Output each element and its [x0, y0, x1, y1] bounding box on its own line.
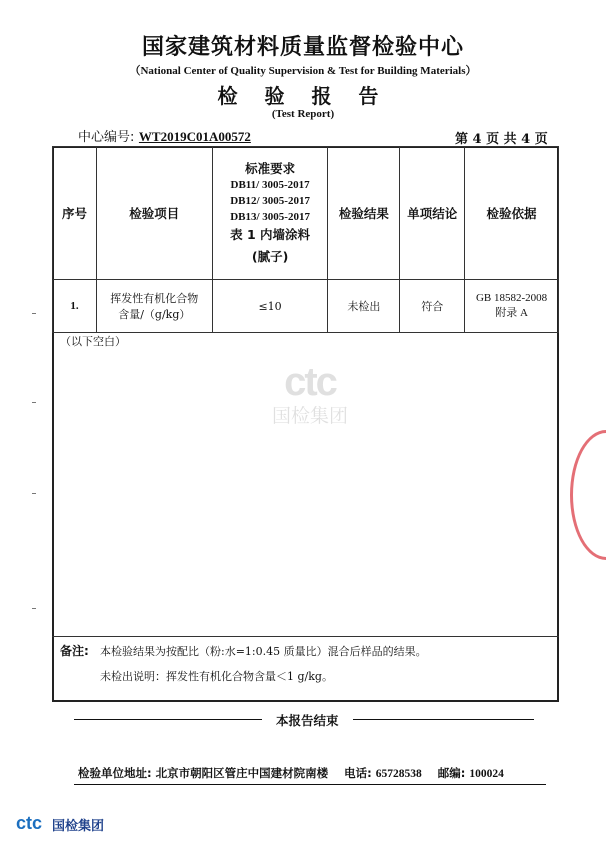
note-line-2: 未检出说明：挥发性有机化合物含量＜1 g/kg。 [100, 670, 333, 683]
row-item-line2: 含量/（g/kg） [118, 308, 191, 321]
watermark-text: 国检集团 [271, 405, 348, 427]
address-value: 北京市朝阳区管庄中国建材院南楼 [155, 766, 329, 780]
notes-divider [52, 636, 559, 637]
row-no: 1. [53, 280, 97, 333]
address-label: 检验单位地址: [78, 766, 152, 780]
watermark-logo: ctc [284, 360, 336, 404]
row-requirement: ≤10 [212, 280, 328, 333]
center-number-label: 中心编号: [78, 130, 135, 145]
header-result: 检验结果 [328, 147, 400, 280]
standard-table-ref: 表 1 内墙涂料 [230, 226, 311, 242]
table-row [53, 280, 559, 333]
standard-code-2: DB12/ 3005-2017 [230, 194, 310, 207]
phone-label: 电话: [344, 766, 372, 780]
results-table [52, 146, 559, 333]
standard-title: 标准要求 [245, 160, 296, 176]
notes-label: 备注: [60, 644, 89, 658]
report-title-cn: 检 验 报 告 [217, 84, 389, 108]
blank-below-note: （以下空白） [60, 335, 126, 348]
ctc-logo: ctc [16, 813, 43, 833]
report-end-text: 本报告结束 [262, 711, 353, 729]
row-result: 未检出 [328, 280, 400, 333]
report-title-en: (Test Report) [271, 108, 335, 120]
red-seal-stamp [570, 430, 606, 560]
postcode-value: 100024 [469, 768, 504, 780]
center-title-en: （National Center of Quality Supervision & Test for Building Materials） [129, 65, 477, 77]
binding-tick [32, 608, 36, 609]
address-underline [74, 784, 546, 785]
postcode-label: 邮编: [437, 766, 466, 780]
center-title-cn: 国家建筑材料质量监督检验中心 [141, 34, 464, 60]
header-item: 检验项目 [96, 147, 212, 280]
header-standard [212, 147, 328, 280]
standard-sub: (腻子) [251, 248, 289, 264]
row-conclusion: 符合 [400, 280, 465, 333]
address-line [78, 765, 504, 781]
binding-tick [32, 402, 36, 403]
footer-brand: 国检集团 [52, 819, 105, 834]
center-number [78, 126, 251, 145]
row-item [96, 280, 212, 333]
standard-code-1: DB11/ 3005-2017 [230, 179, 310, 192]
binding-tick [32, 493, 36, 494]
standard-code-3: DB13/ 3005-2017 [230, 210, 310, 223]
row-basis-line2: 附录 A [495, 307, 528, 319]
note-line-1: 本检验结果为按配比（粉:水=1:0.45 质量比）混合后样品的结果。 [100, 645, 427, 658]
row-item-line1: 挥发性有机化合物 [110, 292, 199, 305]
ctc-watermark [255, 360, 365, 428]
page-indicator: 第 4 页 共 4 页 [455, 132, 548, 147]
header-basis: 检验依据 [465, 147, 559, 280]
binding-tick [32, 313, 36, 314]
phone-value: 65728538 [375, 768, 422, 780]
header-no: 序号 [53, 147, 97, 280]
center-number-value: WT2019C01A00572 [138, 129, 251, 144]
row-basis [465, 280, 559, 333]
row-basis-line1: GB 18582-2008 [475, 292, 548, 304]
header-conclusion: 单项结论 [400, 147, 465, 280]
table-header-row [53, 147, 559, 280]
